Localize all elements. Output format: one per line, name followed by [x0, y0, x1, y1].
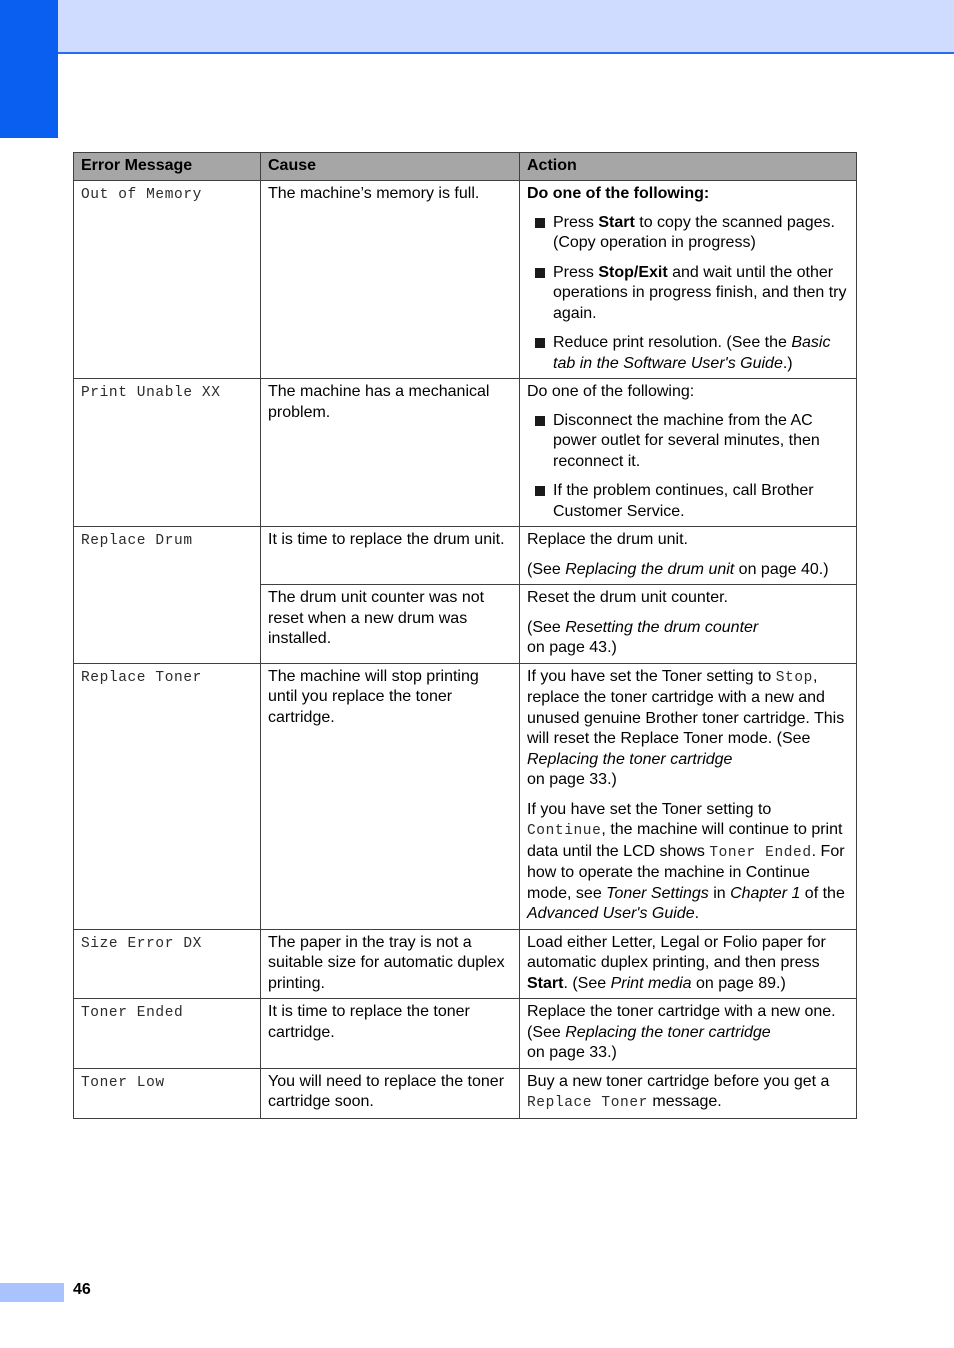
action-cell: [520, 379, 857, 527]
cause-cell: The machine’s memory is full.: [261, 181, 520, 379]
error-message-table: [73, 152, 857, 1119]
list-item: Reduce print resolution. (See the Basic tab in the Software User's Guide.): [553, 333, 849, 374]
cause-cell: The machine will stop printing until you replace the toner cartridge.: [261, 663, 520, 929]
error-cell: [74, 1068, 261, 1118]
error-message-text: Toner Low: [81, 1074, 165, 1091]
action-list: [527, 411, 849, 523]
error-cell: [74, 999, 261, 1069]
table-row: [74, 1068, 857, 1118]
error-cell: [74, 379, 261, 527]
error-message-text: Print Unable XX: [81, 385, 221, 401]
cause-cell: The paper in the tray is not a suitable size for automatic duplex printing.: [261, 929, 520, 999]
list-item: If the problem continues, call Brother Customer Service.: [553, 481, 849, 522]
action-cell: Buy a new toner cartridge before you get a Replace Toner message.: [520, 1068, 857, 1118]
list-item: Press Stop/Exit and wait until the other operations in progress finish, and then try again.: [553, 263, 849, 325]
table-header-row: [74, 153, 857, 181]
error-cell: [74, 663, 261, 929]
action-intro: Do one of the following:: [527, 185, 710, 202]
action-cell: Reset the drum unit counter. (See Resetting the drum counter on page 43.): [520, 585, 857, 664]
cause-cell: You will need to replace the toner cartridge soon.: [261, 1068, 520, 1118]
cause-cell: It is time to replace the toner cartridge.: [261, 999, 520, 1069]
header-cause: Cause: [261, 153, 520, 181]
action-cell: Replace the drum unit. (See Replacing the drum unit on page 40.): [520, 527, 857, 585]
header-action: Action: [520, 153, 857, 181]
error-message-text: Out of Memory: [81, 187, 202, 203]
table-row: [74, 999, 857, 1069]
error-message-text: Toner Ended: [81, 1005, 184, 1021]
list-item: Disconnect the machine from the AC power outlet for several minutes, then reconnect it.: [553, 411, 849, 473]
list-item: Press Start to copy the scanned pages. (Copy operation in progress): [553, 213, 849, 254]
action-cell: Load either Letter, Legal or Folio paper for automatic duplex printing, and then press Start. (See Print media on page 89.): [520, 929, 857, 999]
chapter-tab: [0, 0, 58, 138]
table-row: [74, 181, 857, 379]
table-row: [74, 663, 857, 929]
action-list: [527, 213, 849, 375]
error-message-text: Size Error DX: [81, 935, 202, 952]
action-cell: Replace the toner cartridge with a new one. (See Replacing the toner cartridge on page 33.): [520, 999, 857, 1069]
error-cell: [74, 181, 261, 379]
action-cell: If you have set the Toner setting to Stop, replace the toner cartridge with a new and unused genuine Brother toner cartridge. This will reset the Replace Toner mode. (See Replacing the toner cartridge on page 33.) If you have set the Toner setting to Continue, the machine will continue to print data until the LCD shows Toner Ended. For how to operate the machine in Continue mode, see Toner Settings in Chapter 1 of the Advanced User's Guide.: [520, 663, 857, 929]
error-message-text: Replace Toner: [81, 669, 202, 686]
error-message-text: Replace Drum: [81, 533, 193, 549]
header-band: [58, 0, 954, 54]
action-cell: [520, 181, 857, 379]
footer-band: [0, 1283, 64, 1302]
header-error-message: Error Message: [74, 153, 261, 181]
page-number: 46: [73, 1281, 91, 1298]
table-row: [74, 379, 857, 527]
error-cell: [74, 929, 261, 999]
cause-cell: It is time to replace the drum unit.: [261, 527, 520, 585]
error-cell: [74, 527, 261, 664]
cause-cell: The machine has a mechanical problem.: [261, 379, 520, 527]
cause-cell: The drum unit counter was not reset when a new drum was installed.: [261, 585, 520, 664]
table-row: [74, 929, 857, 999]
action-intro: Do one of the following:: [527, 383, 695, 400]
table-row: [74, 527, 857, 585]
